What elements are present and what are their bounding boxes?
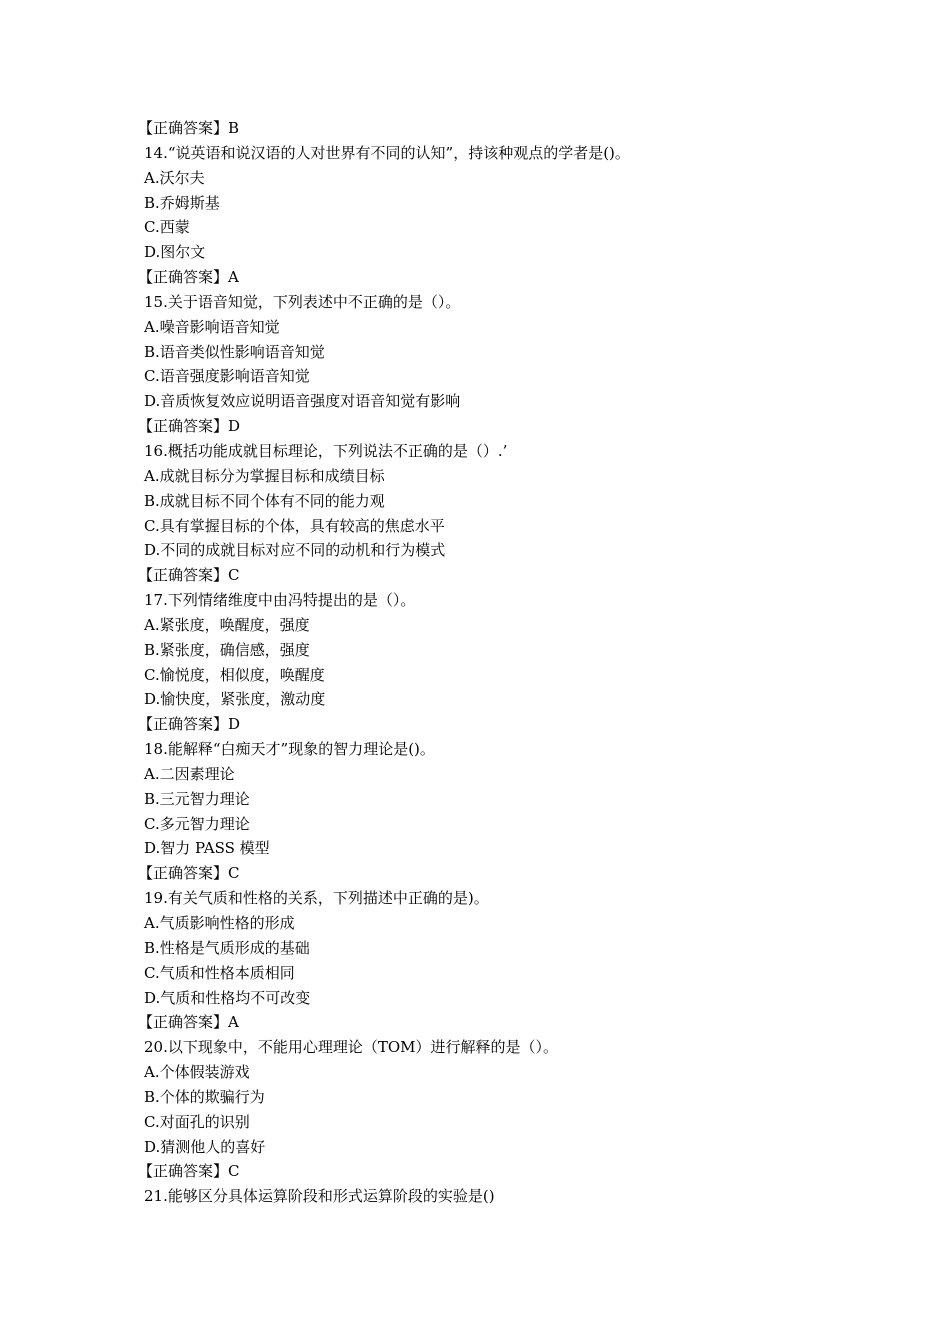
option-line: C.语音强度影响语音知觉 <box>144 367 310 386</box>
option-line: A.个体假装游戏 <box>144 1063 250 1082</box>
answer-line: 【正确答案】D <box>138 715 241 734</box>
question-line: 16.概括功能成就目标理论，下列说法不正确的是（）.’ <box>144 441 508 460</box>
option-line: D.愉快度，紧张度，激动度 <box>144 690 326 709</box>
answer-line: 【正确答案】A <box>138 1013 239 1032</box>
option-line: C.对面孔的识别 <box>144 1112 250 1131</box>
option-line: B.紧张度，确信感，强度 <box>144 640 310 659</box>
option-line: B.乔姆斯基 <box>144 193 220 212</box>
option-line: C.多元智力理论 <box>144 814 250 833</box>
option-line: C.愉悦度，相似度，唤醒度 <box>144 665 325 684</box>
answer-line: 【正确答案】D <box>138 417 241 436</box>
option-line: A.沃尔夫 <box>144 168 205 187</box>
question-line: 17.下列情绪维度中由冯特提出的是（）。 <box>144 591 416 610</box>
option-line: A.紧张度，唤醒度，强度 <box>144 615 310 634</box>
answer-line: 【正确答案】C <box>138 864 240 883</box>
question-line: 18.能解释“白痴天才”现象的智力理论是()。 <box>144 740 435 759</box>
answer-line: 【正确答案】A <box>138 268 239 287</box>
option-line: A.二因素理论 <box>144 764 235 783</box>
question-line: 21.能够区分具体运算阶段和形式运算阶段的实验是() <box>144 1187 495 1206</box>
answer-line: 【正确答案】C <box>138 1162 240 1181</box>
answer-line: 【正确答案】C <box>138 566 240 585</box>
option-line: B.成就目标不同个体有不同的能力观 <box>144 491 385 510</box>
document-page <box>138 116 864 1209</box>
option-line: A.成就目标分为掌握目标和成绩目标 <box>144 466 385 485</box>
option-line: B.性格是气质形成的基础 <box>144 938 310 957</box>
option-line: D.图尔文 <box>144 243 206 262</box>
question-line: 15.关于语音知觉，下列表述中不正确的是（）。 <box>144 292 461 311</box>
question-line: 20.以下现象中，不能用心理理论（TOM）进行解释的是（）。 <box>144 1038 559 1057</box>
option-line: A.气质影响性格的形成 <box>144 914 295 932</box>
option-line: D.音质恢复效应说明语音强度对语音知觉有影响 <box>144 392 461 411</box>
option-line: B.个体的欺骗行为 <box>144 1087 265 1106</box>
option-line: D.智力 PASS 模型 <box>144 839 270 858</box>
option-line: B.语音类似性影响语音知觉 <box>144 342 325 361</box>
option-line: D.不同的成就目标对应不同的动机和行为模式 <box>144 541 446 560</box>
option-line: A.噪音影响语音知觉 <box>144 317 280 336</box>
option-line: D.气质和性格均不可改变 <box>144 988 311 1007</box>
option-line: C.西蒙 <box>144 218 190 237</box>
question-line: 14.“说英语和说汉语的人对世界有不同的认知”，持该种观点的学者是()。 <box>144 143 630 162</box>
option-line: C.气质和性格本质相同 <box>144 963 295 982</box>
option-line: B.三元智力理论 <box>144 789 250 808</box>
answer-line: 【正确答案】B <box>138 119 240 137</box>
option-line: C.具有掌握目标的个体，具有较高的焦虑水平 <box>144 516 445 535</box>
question-line: 19.有关气质和性格的关系，下列描述中正确的是)。 <box>144 889 489 908</box>
option-line: D.猜测他人的喜好 <box>144 1137 266 1156</box>
